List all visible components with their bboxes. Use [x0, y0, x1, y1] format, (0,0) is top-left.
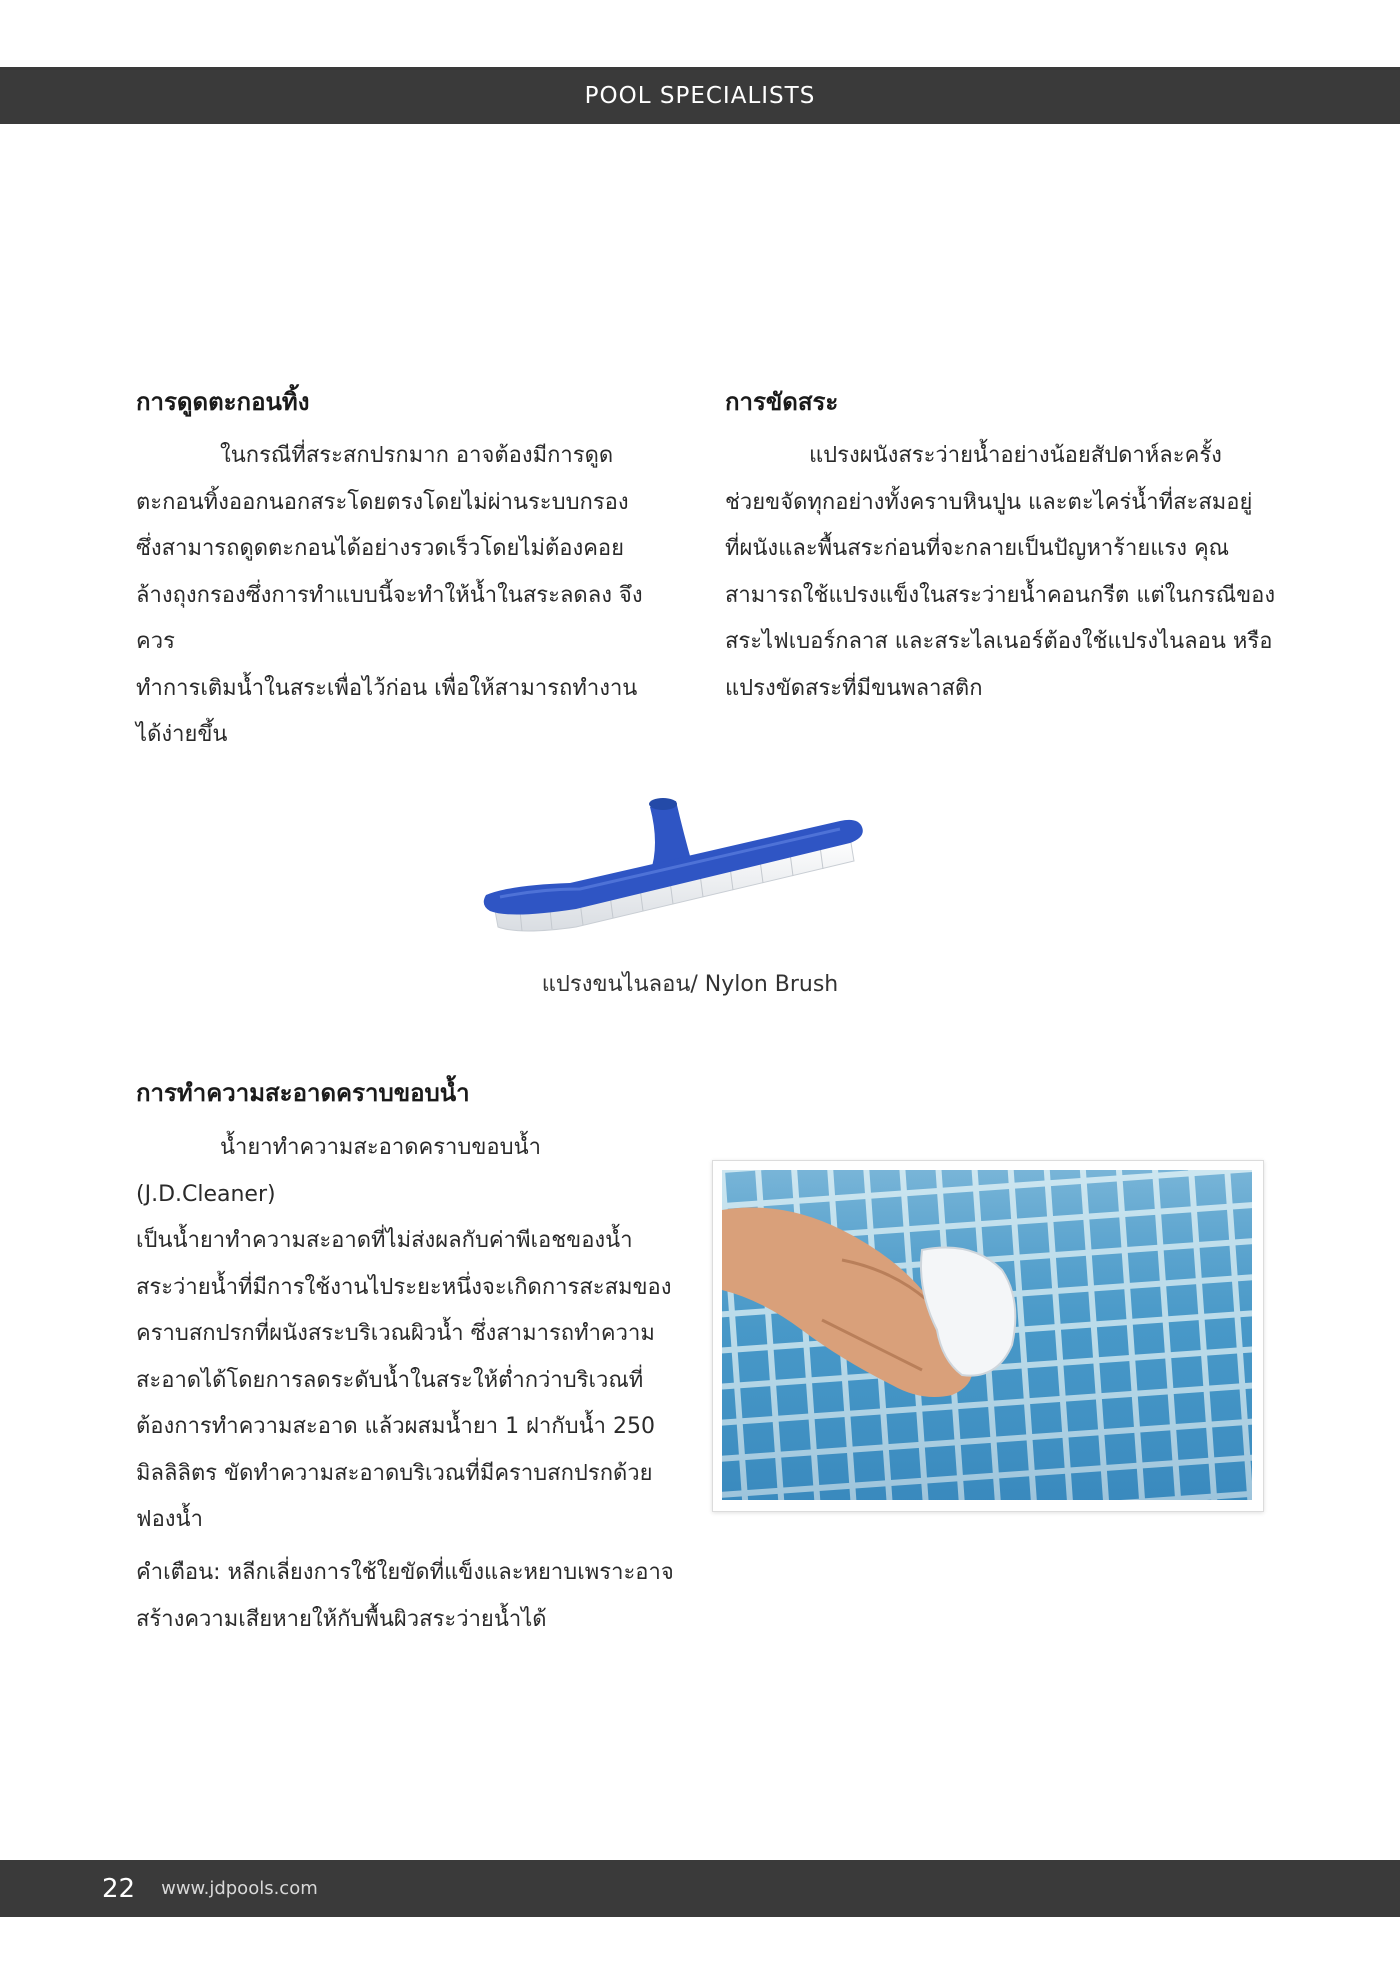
cleaning-photo-frame	[712, 1160, 1264, 1512]
nylon-brush-image	[480, 785, 870, 945]
brushing-line: สามารถใช้แปรงแข็งในสระว่ายน้ำคอนกรีต แต่ในกรณีของ	[725, 582, 1276, 608]
brushing-paragraph	[725, 433, 1285, 712]
brushing-line: สระไฟเบอร์กลาส และสระไลเนอร์ต้องใช้แปรงไนลอน หรือ	[725, 629, 1273, 654]
waterline-line: สระว่ายน้ำที่มีการใช้งานไประยะหนึ่งจะเกิดการสะสมของ	[136, 1274, 672, 1300]
website-link[interactable]: www.jdpools.com	[161, 1878, 318, 1899]
brushing-line: แปรงผนังสระว่ายน้ำอย่างน้อยสัปดาห์ละครั้ง	[809, 443, 1222, 468]
waterline-line: น้ำยาทำความสะอาดคราบขอบน้ำ (J.D.Cleaner)	[136, 1135, 541, 1207]
vacuum-line: ทำการเติมน้ำในสระเพื่อไว้ก่อน เพื่อให้สามารถทำงาน	[136, 675, 638, 701]
header-title: POOL SPECIALISTS	[584, 82, 816, 109]
page-number: 22	[102, 1873, 136, 1904]
brushing-line: ช่วยขจัดทุกอย่างทั้งคราบหินปูน และตะไคร่น้ำที่สะสมอยู่	[725, 489, 1253, 515]
brush-caption: แปรงขนไนลอน/ Nylon Brush	[541, 972, 839, 997]
vacuum-line: ได้ง่ายขึ้น	[136, 722, 228, 747]
warning-paragraph	[136, 1550, 681, 1643]
vacuum-line: ซึ่งสามารถดูดตะกอนได้อย่างรวดเร็วโดยไม่ต้องคอย	[136, 536, 625, 561]
waterline-line: ฟองน้ำ	[136, 1507, 203, 1532]
vacuum-line: ตะกอนทิ้งออกนอกสระโดยตรงโดยไม่ผ่านระบบกรอง	[136, 489, 629, 515]
footer-bar	[0, 1860, 1400, 1917]
waterline-paragraph	[136, 1125, 681, 1544]
warning-line: คำเตือน: หลีกเลี่ยงการใช้ใยขัดที่แข็งและหยาบเพราะอาจ	[136, 1560, 674, 1585]
vacuum-line: ล้างถุงกรองซึ่งการทำแบบนี้จะทำให้น้ำในสระลดลง จึงควร	[136, 582, 643, 654]
brushing-line: แปรงขัดสระที่มีขนพลาสติก	[725, 675, 983, 701]
header-bar	[0, 67, 1400, 124]
waterline-line: มิลลิลิตร ขัดทำความสะอาดบริเวณที่มีคราบสกปรกด้วย	[136, 1460, 653, 1486]
waterline-line: ต้องการทำความสะอาด แล้วผสมน้ำยา 1 ฝากับน้ำ 250	[136, 1414, 655, 1439]
brushing-line: ที่ผนังและพื้นสระก่อนที่จะกลายเป็นปัญหาร้ายแรง คุณ	[725, 536, 1230, 561]
waterline-line: เป็นน้ำยาทำความสะอาดที่ไม่ส่งผลกับค่าพีเอชของน้ำ	[136, 1228, 633, 1253]
section-title-vacuum: การดูดตะกอนทิ้ง	[136, 388, 310, 416]
warning-line: สร้างความเสียหายให้กับพื้นผิวสระว่ายน้ำได้	[136, 1606, 547, 1632]
cleaning-photo	[722, 1170, 1252, 1500]
section-title-waterline: การทำความสะอาดคราบขอบน้ำ	[136, 1079, 470, 1107]
waterline-line: สะอาดได้โดยการลดระดับน้ำในสระให้ต่ำกว่าบริเวณที่	[136, 1367, 644, 1393]
vacuum-paragraph	[136, 433, 676, 759]
vacuum-line: ในกรณีที่สระสกปรกมาก อาจต้องมีการดูด	[220, 443, 614, 468]
waterline-line: คราบสกปรกที่ผนังสระบริเวณผิวน้ำ ซึ่งสามารถทำความ	[136, 1321, 655, 1346]
tile-cleaning-image	[722, 1170, 1252, 1500]
section-title-brushing: การขัดสระ	[725, 388, 839, 416]
